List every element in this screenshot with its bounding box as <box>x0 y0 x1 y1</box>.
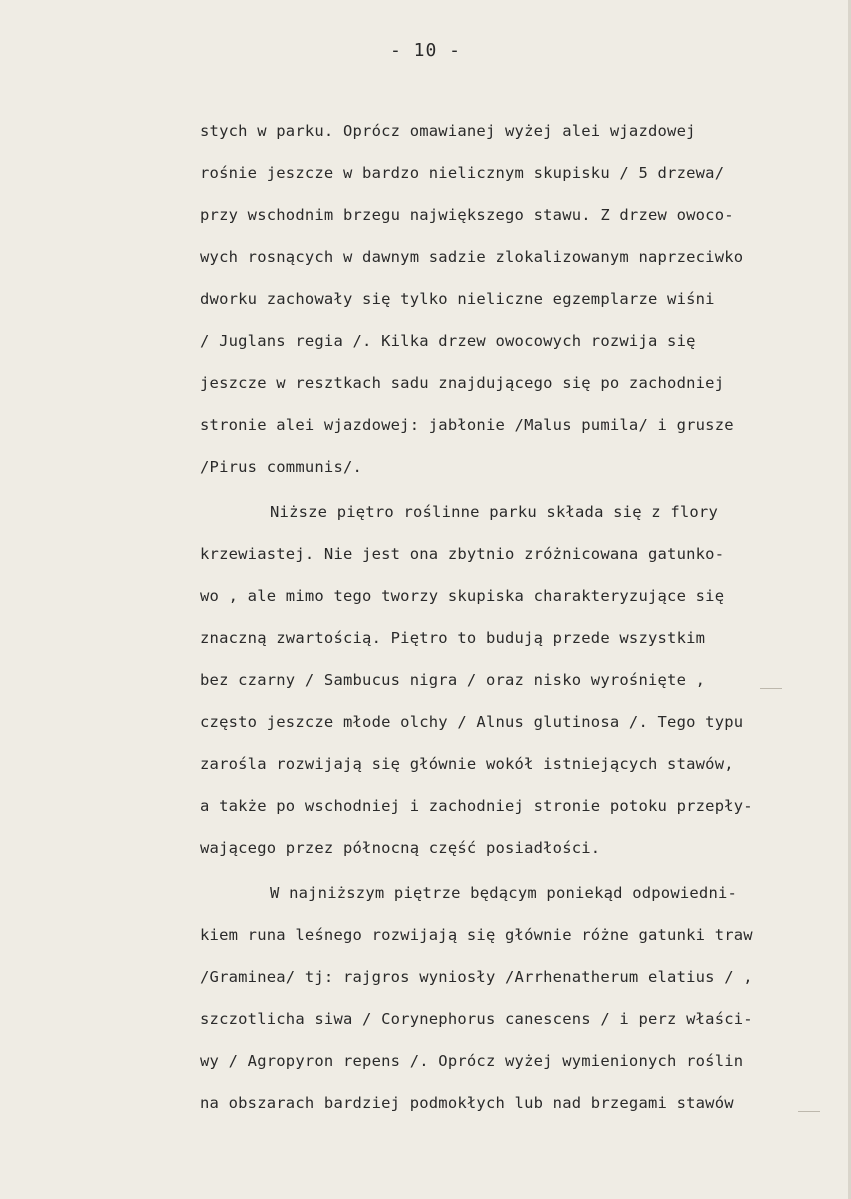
text-line: jeszcze w resztkach sadu znajdującego się po zachodniej <box>200 374 725 392</box>
text-line: Niższe piętro roślinne parku składa się z flory <box>270 503 718 521</box>
text-line: szczotlicha siwa / Corynephorus canescens / i perz właści- <box>200 1010 753 1028</box>
text-line: przy wschodnim brzegu największego stawu. Z drzew owoco- <box>200 206 734 224</box>
text-line: /Graminea/ tj: rajgros wyniosły /Arrhenatherum elatius / , <box>200 968 753 986</box>
text-line: stronie alei wjazdowej: jabłonie /Malus pumila/ i grusze <box>200 416 734 434</box>
text-line: wającego przez północną część posiadłości. <box>200 839 601 857</box>
text-line: zarośla rozwijają się głównie wokół istniejących stawów, <box>200 755 734 773</box>
text-line: krzewiastej. Nie jest ona zbytnio zróżnicowana gatunko- <box>200 545 725 563</box>
text-line: dworku zachowały się tylko nieliczne egzemplarze wiśni <box>200 290 715 308</box>
text-line: kiem runa leśnego rozwijają się głównie różne gatunki traw <box>200 926 753 944</box>
text-line: W najniższym piętrze będącym poniekąd odpowiedni- <box>270 884 738 902</box>
text-line: /Pirus communis/. <box>200 458 363 476</box>
text-line: bez czarny / Sambucus nigra / oraz nisko wyrośnięte , <box>200 671 706 689</box>
margin-mark <box>760 688 782 689</box>
text-line: a także po wschodniej i zachodniej stronie potoku przepły- <box>200 797 753 815</box>
text-line: wy / Agropyron repens /. Oprócz wyżej wymienionych roślin <box>200 1052 744 1070</box>
text-line: / Juglans regia /. Kilka drzew owocowych rozwija się <box>200 332 696 350</box>
text-line: często jeszcze młode olchy / Alnus glutinosa /. Tego typu <box>200 713 744 731</box>
text-line: rośnie jeszcze w bardzo nielicznym skupisku / 5 drzewa/ <box>200 164 725 182</box>
text-line: znaczną zwartością. Piętro to budują przede wszystkim <box>200 629 706 647</box>
page-number: - 10 - <box>389 40 462 61</box>
margin-mark <box>798 1111 820 1112</box>
text-line: stych w parku. Oprócz omawianej wyżej alei wjazdowej <box>200 122 696 140</box>
text-line: wych rosnących w dawnym sadzie zlokalizowanym naprzeciwko <box>200 248 744 266</box>
text-line: na obszarach bardziej podmokłych lub nad brzegami stawów <box>200 1094 734 1112</box>
text-line: wo , ale mimo tego tworzy skupiska charakteryzujące się <box>200 587 725 605</box>
